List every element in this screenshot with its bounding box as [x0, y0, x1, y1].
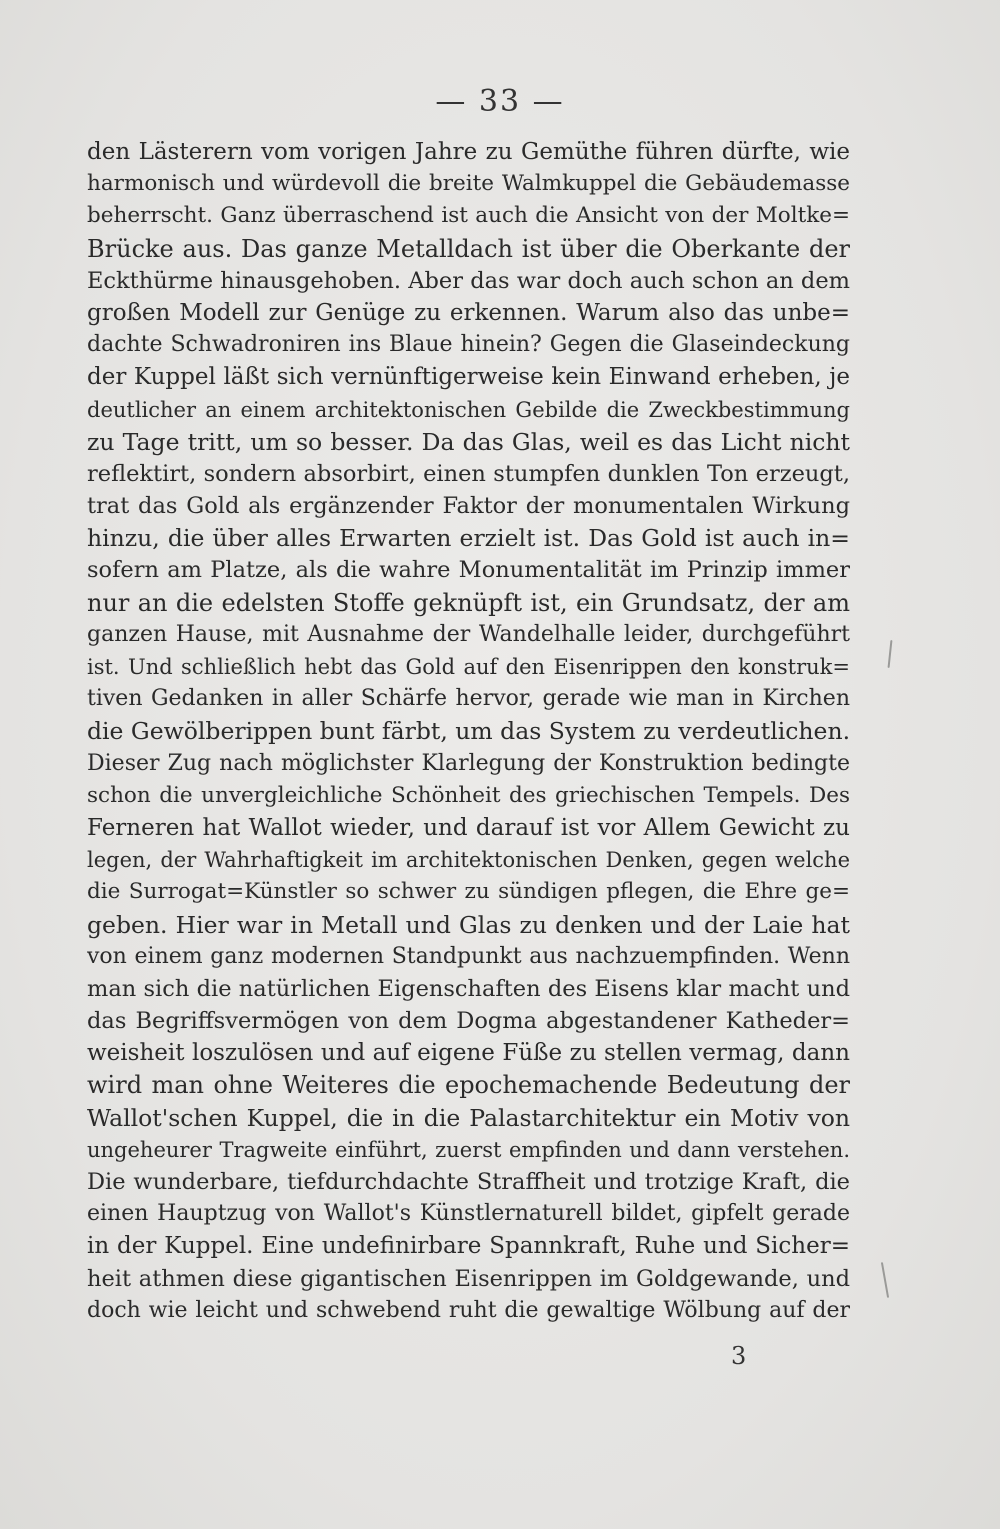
text-line: Brücke aus. Das ganze Metalldach ist über die Oberkante der [87, 234, 850, 263]
margin-pencil-mark [888, 640, 893, 668]
text-line: zu Tage tritt, um so besser. Da das Glas, weil es das Licht nicht [87, 427, 850, 456]
text-line: das Begriffsvermögen von dem Dogma abgestandener Katheder= [87, 1008, 850, 1035]
text-line: weisheit loszulösen und auf eigene Füße zu stellen vermag, dann [87, 1040, 850, 1067]
text-line: harmonisch und würdevoll die breite Walmkuppel die Gebäudemasse [87, 171, 850, 197]
signature-mark: 3 [731, 1342, 747, 1370]
margin-pencil-mark [881, 1262, 889, 1298]
text-line: die Gewölberippen bunt färbt, um das System zu verdeutlichen. [87, 717, 850, 746]
text-line: beherrscht. Ganz überraschend ist auch die Ansicht von der Moltke= [87, 203, 850, 229]
text-line: von einem ganz modernen Standpunkt aus nachzuempfinden. Wenn [87, 943, 850, 969]
text-line: ungeheurer Tragweite einführt, zuerst empfinden und dann verstehen. [87, 1137, 850, 1162]
text-line: reflektirt, sondern absorbirt, einen stumpfen dunklen Ton erzeugt, [87, 460, 850, 487]
text-line: hinzu, die über alles Erwarten erzielt ist. Das Gold ist auch in= [87, 524, 850, 553]
text-line: Die wunderbare, tiefdurchdachte Straffheit und trotzige Kraft, die [87, 1169, 850, 1195]
text-line: der Kuppel läßt sich vernünftigerweise kein Einwand erheben, je [87, 364, 850, 391]
text-line: Wallot'schen Kuppel, die in die Palastarchitektur ein Motiv von [87, 1103, 850, 1132]
text-line: Ferneren hat Wallot wieder, und darauf ist vor Allem Gewicht zu [87, 814, 850, 841]
text-line: in der Kuppel. Eine undefinirbare Spannkraft, Ruhe und Sicher= [87, 1233, 850, 1260]
text-line: tiven Gedanken in aller Schärfe hervor, gerade wie man in Kirchen [87, 686, 850, 712]
text-line: Eckthürme hinausgehoben. Aber das war doch auch schon an dem [87, 267, 850, 294]
text-line: man sich die natürlichen Eigenschaften des Eisens klar macht und [87, 975, 850, 1002]
text-line: wird man ohne Weiteres die epochemachende Bedeutung der [87, 1071, 850, 1100]
body-text [87, 136, 850, 1327]
text-line: nur an die edelsten Stoffe geknüpft ist, ein Grundsatz, der am [87, 588, 850, 617]
text-line: doch wie leicht und schwebend ruht die gewaltige Wölbung auf der [87, 1297, 850, 1323]
text-line: heit athmen diese gigantischen Eisenrippen im Goldgewande, und [87, 1265, 850, 1292]
text-line: trat das Gold als ergänzender Faktor der monumentalen Wirkung [87, 493, 850, 520]
text-line: geben. Hier war in Metall und Glas zu denken und der Laie hat [87, 910, 850, 939]
text-line: dachte Schwadroniren ins Blaue hinein? Gegen die Glaseindeckung [87, 332, 850, 358]
text-line: den Lästerern vom vorigen Jahre zu Gemüthe führen dürfte, wie [87, 139, 850, 165]
text-line: Dieser Zug nach möglichster Klarlegung der Konstruktion bedingte [87, 750, 850, 776]
text-line: sofern am Platze, als die wahre Monumentalität im Prinzip immer [87, 557, 850, 584]
text-line: legen, der Wahrhaftigkeit im architektonischen Denken, gegen welche [87, 848, 850, 873]
text-line: einen Hauptzug von Wallot's Künstlernaturell bildet, gipfelt gerade [87, 1201, 850, 1227]
text-line: ist. Und schließlich hebt das Gold auf den Eisenrippen den konstruk= [87, 655, 850, 679]
text-line: die Surrogat=Künstler so schwer zu sündigen pflegen, die Ehre ge= [87, 879, 850, 905]
text-line: großen Modell zur Genüge zu erkennen. Warum also das unbe= [87, 299, 850, 326]
page-number: — 33 — [435, 84, 565, 119]
text-line: schon die unvergleichliche Schönheit des griechischen Tempels. Des [87, 782, 850, 808]
text-line: ganzen Hause, mit Ausnahme der Wandelhalle leider, durchgeführt [87, 621, 850, 647]
text-line: deutlicher an einem architektonischen Gebilde die Zweckbestimmung [87, 397, 850, 422]
